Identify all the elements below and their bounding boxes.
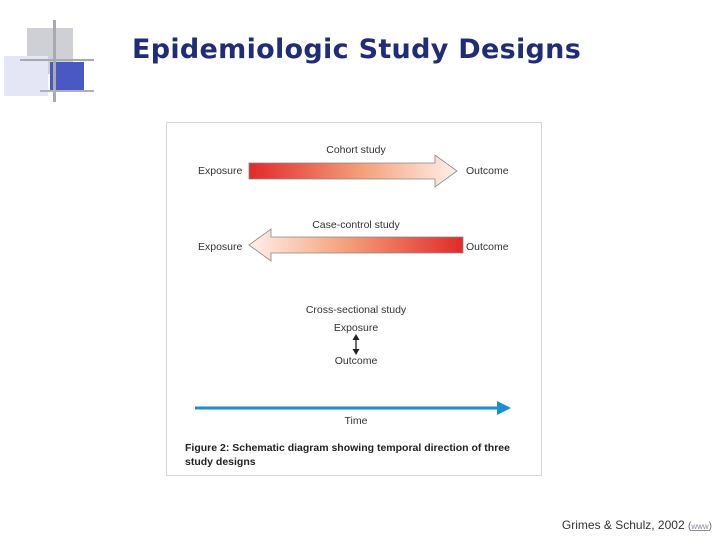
study-design-figure <box>166 122 542 476</box>
figure-caption <box>185 441 525 469</box>
decor-line-horizontal-2 <box>40 90 94 92</box>
case-control-title: Case-control study <box>312 219 400 231</box>
source-link[interactable]: www <box>691 522 709 531</box>
time-label: Time <box>344 415 368 427</box>
cross-sectional-double-arrow <box>353 334 360 355</box>
source-link-paren-open: ( <box>687 521 692 532</box>
source-credit <box>562 518 712 532</box>
study-design-diagram <box>167 123 541 475</box>
cohort-title: Cohort study <box>326 144 386 156</box>
case-control-exposure-label: Exposure <box>198 241 243 253</box>
cross-sectional-outcome-label: Outcome <box>334 355 378 367</box>
slide-title: Epidemiologic Study Designs <box>132 34 582 65</box>
figure-caption-prefix: Figure 2: <box>185 442 230 454</box>
case-control-arrow <box>249 229 463 261</box>
cross-sectional-title: Cross-sectional study <box>305 304 407 316</box>
cohort-outcome-label: Outcome <box>466 165 509 177</box>
cohort-exposure-label: Exposure <box>198 165 243 177</box>
source-link-paren-close: ) <box>708 521 712 532</box>
cross-sectional-exposure-label: Exposure <box>333 322 379 334</box>
cohort-arrow <box>249 155 457 187</box>
case-control-outcome-label: Outcome <box>466 241 509 253</box>
figure-caption-text: Schematic diagram showing temporal direction of three study designs <box>185 442 510 468</box>
source-credit-text: Grimes & Schulz, 2002 <box>561 518 685 532</box>
decor-line-horizontal <box>20 59 94 61</box>
time-arrow <box>195 401 511 415</box>
